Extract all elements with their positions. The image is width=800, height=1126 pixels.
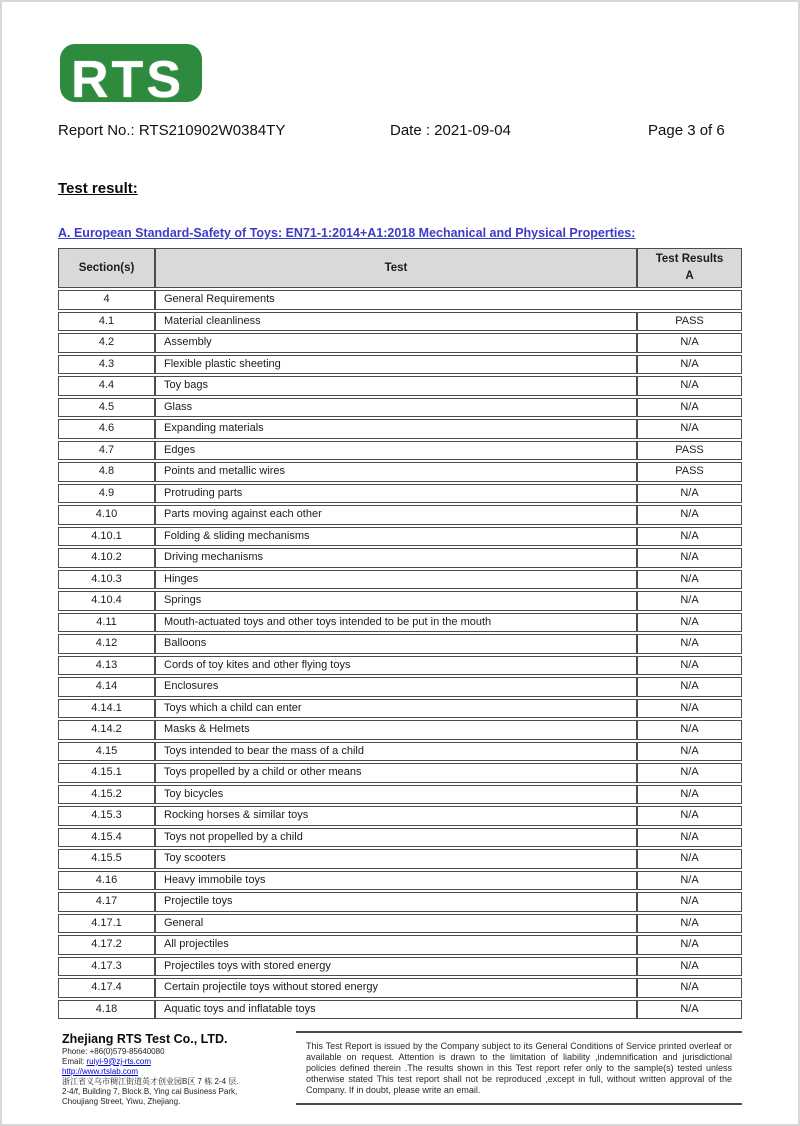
- company-address-cn: 浙江省义乌市稠江街道英才创业园B区 7 栋 2-4 层.: [62, 1076, 239, 1086]
- result-cell: N/A: [637, 505, 742, 525]
- table-row: [58, 785, 742, 805]
- result-cell: N/A: [637, 914, 742, 934]
- test-cell: Mouth-actuated toys and other toys intended to be put in the mouth: [155, 613, 637, 633]
- table-row: [58, 505, 742, 525]
- section-cell: 4.7: [58, 441, 155, 461]
- section-cell: 4.1: [58, 312, 155, 332]
- section-cell: 4.17.2: [58, 935, 155, 955]
- column-header-sections: Section(s): [58, 248, 155, 288]
- disclaimer-box: [296, 1031, 742, 1105]
- section-cell: 4.12: [58, 634, 155, 654]
- test-cell: Toys not propelled by a child: [155, 828, 637, 848]
- disclaimer-text: This Test Report is issued by the Company subject to its General Conditions of Service printed overleaf or available on request. Attention is drawn to the limitation of liability ,indemnification and jurisdictional policies defined therein .The results shown in this Test report refer only to the sample(s) tested unless otherwise stated This test report shall not be reproduced ,except in full, without written approval of the Company. If in doubt, please write an email.: [306, 1041, 732, 1095]
- section-cell: 4.17.1: [58, 914, 155, 934]
- result-cell: N/A: [637, 527, 742, 547]
- section-cell: 4.8: [58, 462, 155, 482]
- section-cell: 4.15.5: [58, 849, 155, 869]
- section-cell: 4.17: [58, 892, 155, 912]
- table-row: [58, 763, 742, 783]
- result-cell: N/A: [637, 871, 742, 891]
- test-cell: Springs: [155, 591, 637, 611]
- test-cell: Driving mechanisms: [155, 548, 637, 568]
- section-cell: 4.15.4: [58, 828, 155, 848]
- section-cell: 4.6: [58, 419, 155, 439]
- test-cell: Toy bicycles: [155, 785, 637, 805]
- section-cell: 4.14: [58, 677, 155, 697]
- table-header-row: [58, 248, 742, 288]
- section-cell: 4.15: [58, 742, 155, 762]
- company-info-block: [62, 1032, 297, 1107]
- section-cell: 4.9: [58, 484, 155, 504]
- table-row: [58, 914, 742, 934]
- table-row: [58, 591, 742, 611]
- test-cell: Hinges: [155, 570, 637, 590]
- test-cell: Toys intended to bear the mass of a child: [155, 742, 637, 762]
- table-row: [58, 656, 742, 676]
- section-cell: 4.17.3: [58, 957, 155, 977]
- company-email-line: [62, 1057, 297, 1067]
- result-cell: N/A: [637, 484, 742, 504]
- test-cell: General: [155, 914, 637, 934]
- test-cell: Toys which a child can enter: [155, 699, 637, 719]
- result-cell: N/A: [637, 828, 742, 848]
- table-row: [58, 312, 742, 332]
- table-row: [58, 849, 742, 869]
- rts-logo-text: RTS: [71, 51, 184, 109]
- result-cell: N/A: [637, 763, 742, 783]
- table-row: [58, 570, 742, 590]
- company-website-line: [62, 1067, 297, 1077]
- table-row: [58, 462, 742, 482]
- table-row: [58, 290, 742, 310]
- section-cell: 4.18: [58, 1000, 155, 1020]
- result-cell: PASS: [637, 441, 742, 461]
- section-cell: 4.15.3: [58, 806, 155, 826]
- result-cell: N/A: [637, 849, 742, 869]
- result-cell: N/A: [637, 720, 742, 740]
- test-cell: Rocking horses & similar toys: [155, 806, 637, 826]
- table-row: [58, 634, 742, 654]
- result-cell: N/A: [637, 355, 742, 375]
- test-cell: Toy scooters: [155, 849, 637, 869]
- table-row: [58, 806, 742, 826]
- table-row: [58, 935, 742, 955]
- result-cell: N/A: [637, 570, 742, 590]
- table-row: [58, 742, 742, 762]
- table-row: [58, 828, 742, 848]
- result-cell: N/A: [637, 591, 742, 611]
- section-cell: 4.13: [58, 656, 155, 676]
- result-cell: N/A: [637, 935, 742, 955]
- table-row: [58, 720, 742, 740]
- test-cell: Aquatic toys and inflatable toys: [155, 1000, 637, 1020]
- page-indicator: Page 3 of 6: [648, 122, 725, 139]
- table-row: [58, 892, 742, 912]
- table-row: [58, 677, 742, 697]
- section-cell: 4.2: [58, 333, 155, 353]
- section-cell: 4: [58, 290, 155, 310]
- table-row: [58, 398, 742, 418]
- table-row: [58, 699, 742, 719]
- section-cell: 4.3: [58, 355, 155, 375]
- table-row: [58, 1000, 742, 1020]
- test-cell: Protruding parts: [155, 484, 637, 504]
- table-row: [58, 978, 742, 998]
- result-cell: N/A: [637, 656, 742, 676]
- section-cell: 4.10.2: [58, 548, 155, 568]
- result-cell: N/A: [637, 613, 742, 633]
- test-cell: Glass: [155, 398, 637, 418]
- test-result-heading: Test result:: [58, 180, 138, 197]
- test-cell: Flexible plastic sheeting: [155, 355, 637, 375]
- test-cell: Certain projectile toys without stored energy: [155, 978, 637, 998]
- result-cell: N/A: [637, 742, 742, 762]
- result-cell: N/A: [637, 699, 742, 719]
- result-cell: N/A: [637, 548, 742, 568]
- section-cell: 4.14.1: [58, 699, 155, 719]
- result-cell: PASS: [637, 312, 742, 332]
- result-cell: N/A: [637, 1000, 742, 1020]
- result-cell: N/A: [637, 978, 742, 998]
- test-cell: Material cleanliness: [155, 312, 637, 332]
- test-cell: Toy bags: [155, 376, 637, 396]
- company-email-link[interactable]: ruiyi-9@zj-rts.com: [86, 1056, 152, 1066]
- column-header-test-results-line2: A: [685, 270, 694, 282]
- section-cell: 4.17.4: [58, 978, 155, 998]
- table-row: [58, 871, 742, 891]
- table-row: [58, 484, 742, 504]
- section-cell: 4.11: [58, 613, 155, 633]
- standard-heading: A. European Standard-Safety of Toys: EN71-1:2014+A1:2018 Mechanical and Physical Properties:: [58, 226, 636, 240]
- table-row: [58, 527, 742, 547]
- test-cell: Toys propelled by a child or other means: [155, 763, 637, 783]
- result-cell: N/A: [637, 677, 742, 697]
- test-cell: Folding & sliding mechanisms: [155, 527, 637, 547]
- test-cell: Enclosures: [155, 677, 637, 697]
- test-cell: Cords of toy kites and other flying toys: [155, 656, 637, 676]
- column-header-test-results-line1: Test Results: [655, 253, 724, 265]
- test-cell: Edges: [155, 441, 637, 461]
- section-cell: 4.10.3: [58, 570, 155, 590]
- table-row: [58, 957, 742, 977]
- company-address-en-1: 2-4/f, Building 7, Block B, Ying cai Business Park,: [62, 1086, 238, 1096]
- result-cell: N/A: [637, 957, 742, 977]
- result-cell: PASS: [637, 462, 742, 482]
- test-cell: Masks & Helmets: [155, 720, 637, 740]
- result-cell: N/A: [637, 398, 742, 418]
- section-cell: 4.10.1: [58, 527, 155, 547]
- result-cell: N/A: [637, 419, 742, 439]
- table-row: [58, 333, 742, 353]
- table-row: [58, 419, 742, 439]
- test-cell: Parts moving against each other: [155, 505, 637, 525]
- rts-logo: [60, 44, 202, 109]
- result-cell: N/A: [637, 785, 742, 805]
- report-number: Report No.: RTS210902W0384TY: [58, 122, 286, 139]
- section-cell: 4.15.1: [58, 763, 155, 783]
- table-row: [58, 548, 742, 568]
- table-row: [58, 376, 742, 396]
- table-row: [58, 441, 742, 461]
- section-cell: 4.10.4: [58, 591, 155, 611]
- results-table-body: [58, 290, 742, 1019]
- test-cell: Assembly: [155, 333, 637, 353]
- company-email-label: Email:: [62, 1056, 87, 1066]
- section-cell: 4.16: [58, 871, 155, 891]
- test-cell: Heavy immobile toys: [155, 871, 637, 891]
- table-row: [58, 613, 742, 633]
- test-cell: Expanding materials: [155, 419, 637, 439]
- section-cell: 4.14.2: [58, 720, 155, 740]
- section-cell: 4.5: [58, 398, 155, 418]
- section-cell: 4.15.2: [58, 785, 155, 805]
- section-cell: 4.4: [58, 376, 155, 396]
- section-cell: 4.10: [58, 505, 155, 525]
- test-cell: Projectile toys: [155, 892, 637, 912]
- report-date: Date : 2021-09-04: [390, 122, 511, 139]
- test-cell: All projectiles: [155, 935, 637, 955]
- table-row: [58, 355, 742, 375]
- test-cell: Projectiles toys with stored energy: [155, 957, 637, 977]
- results-table: [58, 246, 742, 1021]
- result-cell: N/A: [637, 333, 742, 353]
- result-cell: N/A: [637, 376, 742, 396]
- test-cell: Points and metallic wires: [155, 462, 637, 482]
- company-address-en-2: Choujiang Street, Yiwu, Zhejiang.: [62, 1096, 181, 1106]
- column-header-test-results: [637, 248, 742, 288]
- company-phone: Phone: +86(0)579-85640080: [62, 1046, 165, 1056]
- result-cell: N/A: [637, 634, 742, 654]
- result-cell: N/A: [637, 806, 742, 826]
- test-cell: General Requirements: [155, 290, 742, 310]
- column-header-test: Test: [155, 248, 637, 288]
- result-cell: N/A: [637, 892, 742, 912]
- company-website-link[interactable]: http://www.rtslab.com: [62, 1066, 139, 1076]
- test-cell: Balloons: [155, 634, 637, 654]
- company-name: Zhejiang RTS Test Co., LTD.: [62, 1032, 228, 1046]
